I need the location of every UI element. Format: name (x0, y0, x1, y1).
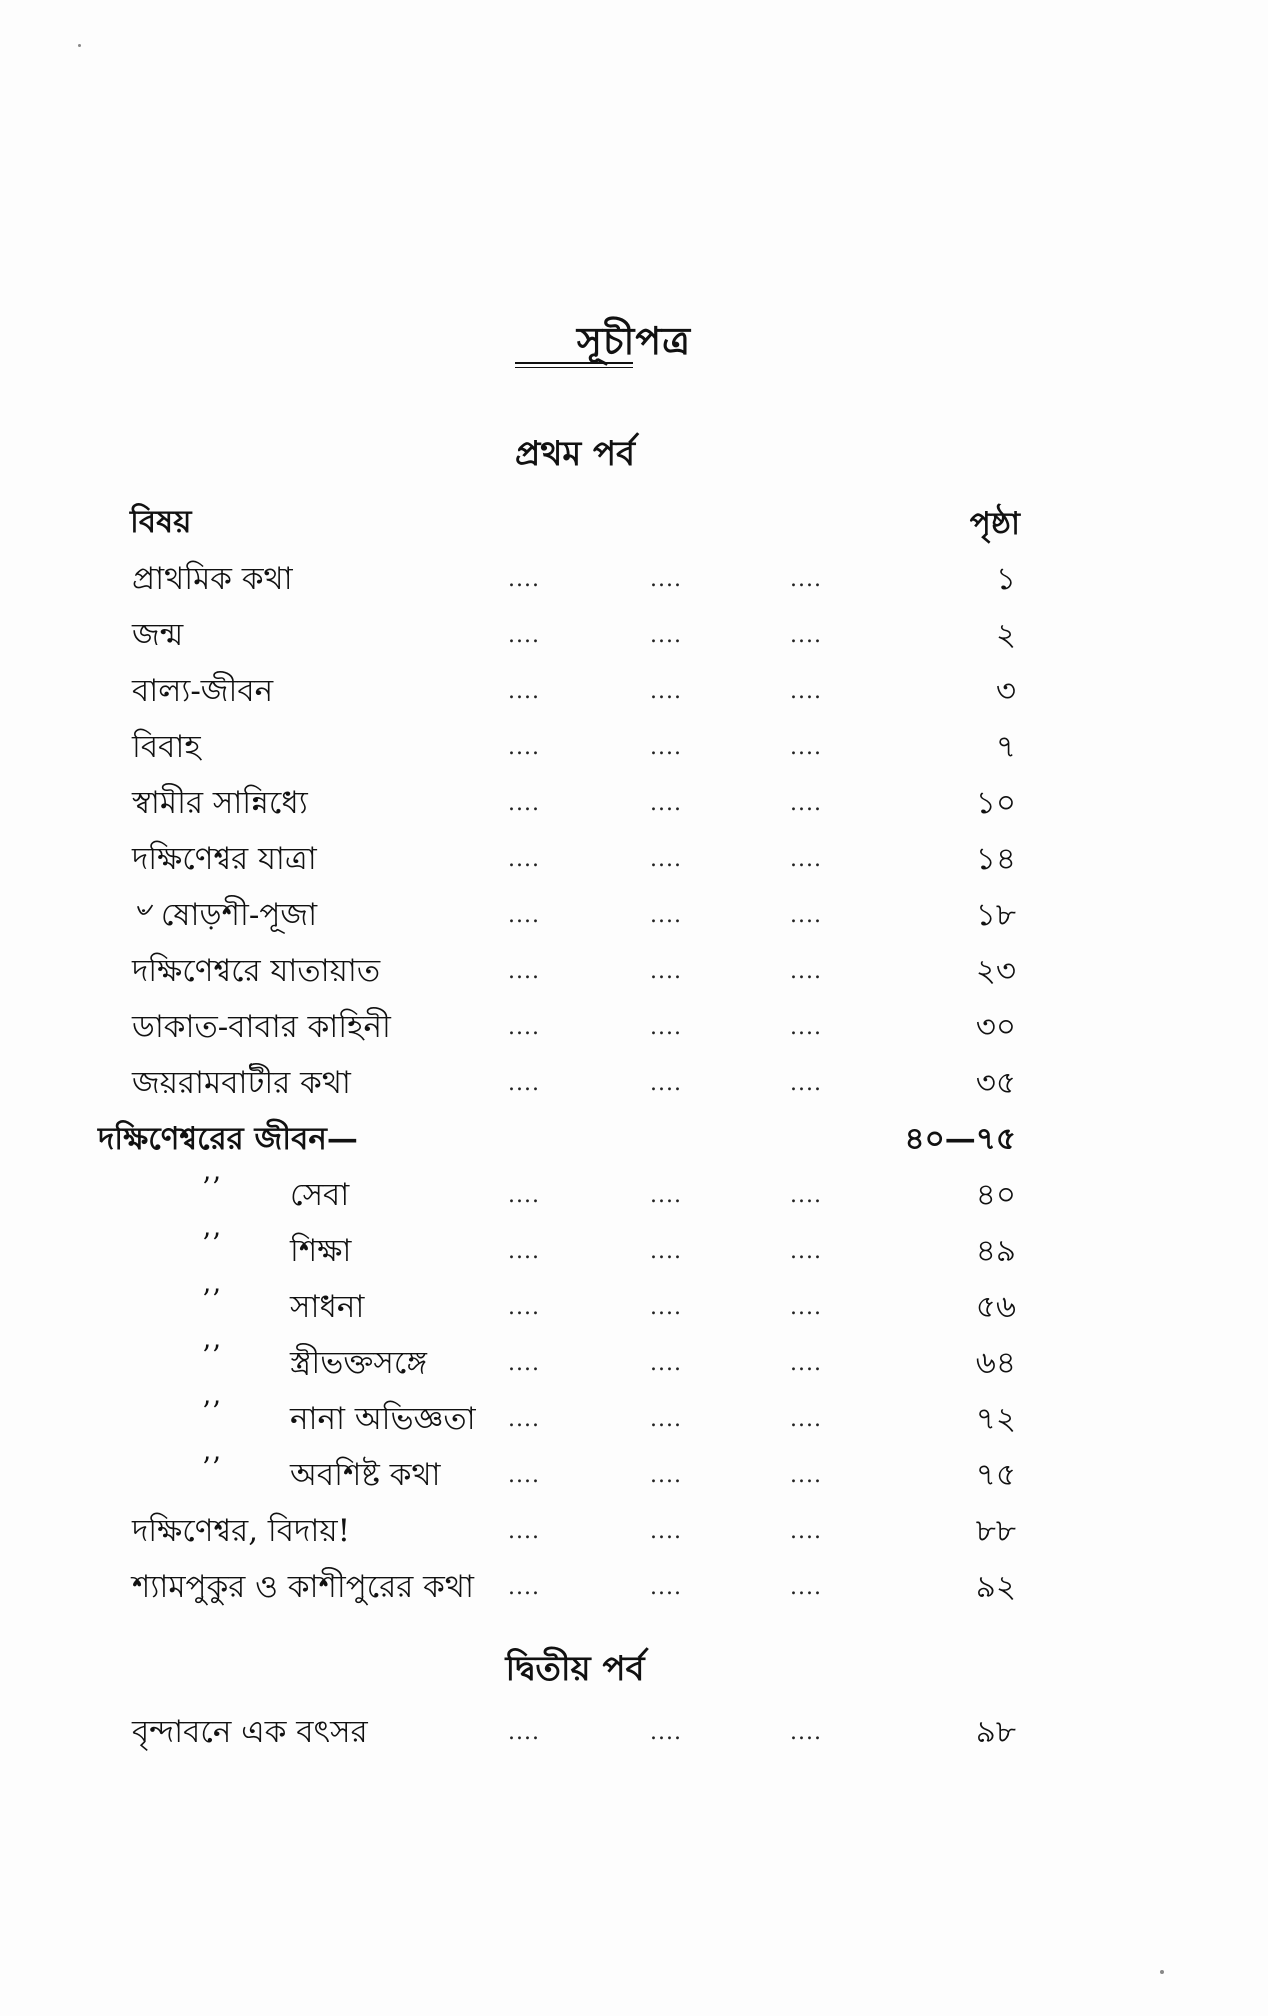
entry-title: দক্ষিণেশ্বর যাত্রা (132, 841, 317, 877)
toc-entry[interactable] (0, 1563, 1268, 1619)
dot-leader: .... (650, 1183, 682, 1208)
entry-title: স্বামীর সান্নিধ্যে (132, 785, 308, 821)
dot-leader: .... (650, 567, 682, 592)
entry-page-number: ১ (995, 561, 1016, 597)
entry-page-number: ৫৬ (975, 1289, 1016, 1325)
entry-page-number: ২ (995, 617, 1016, 653)
toc-entry[interactable] (0, 835, 1268, 891)
dot-leader: .... (790, 679, 822, 704)
dot-leader: .... (508, 1239, 540, 1264)
dot-leader: .... (508, 791, 540, 816)
toc-entry[interactable] (0, 555, 1268, 611)
dot-leader: .... (650, 1575, 682, 1600)
entry-page-number: ৩ (995, 673, 1016, 709)
dot-leader: .... (508, 567, 540, 592)
dot-leader: .... (650, 1519, 682, 1544)
entry-title: নানা অভিজ্ঞতা (290, 1401, 476, 1437)
dot-leader: .... (790, 567, 822, 592)
entry-title: শ্যামপুকুর ও কাশীপুরের কথা (132, 1569, 474, 1605)
dot-leader: .... (508, 959, 540, 984)
column-header-subject: বিষয় (130, 504, 192, 540)
dot-leader: .... (508, 903, 540, 928)
entry-page-number: ৬৪ (975, 1345, 1016, 1381)
dot-leader: .... (508, 679, 540, 704)
toc-entry[interactable] (0, 1059, 1268, 1115)
entry-title: ডাকাত-বাবার কাহিনী (132, 1009, 391, 1045)
dot-leader: .... (790, 903, 822, 928)
dot-leader: .... (508, 1463, 540, 1488)
title-underline (515, 362, 633, 368)
dot-leader: .... (508, 1295, 540, 1320)
toc-subentry[interactable] (0, 1283, 1268, 1339)
dot-leader: .... (508, 1575, 540, 1600)
entry-page-number: ৯২ (975, 1569, 1016, 1605)
dot-leader: .... (650, 1071, 682, 1096)
toc-entry[interactable] (0, 1003, 1268, 1059)
dot-leader: .... (650, 1351, 682, 1376)
entry-title: বাল্য-জীবন (132, 673, 274, 709)
dot-leader: .... (650, 1239, 682, 1264)
scan-speck (78, 44, 81, 47)
ditto-mark: ’’ (202, 1171, 222, 1204)
dot-leader: .... (790, 1351, 822, 1376)
toc-entry[interactable] (0, 1507, 1268, 1563)
dot-leader: .... (650, 1407, 682, 1432)
ditto-mark: ’’ (202, 1395, 222, 1428)
dot-leader: .... (508, 847, 540, 872)
page-title: সূচীপত্র (576, 318, 692, 363)
entry-page-number: ২৩ (975, 953, 1016, 989)
toc-subentry[interactable] (0, 1451, 1268, 1507)
dot-leader: .... (790, 1463, 822, 1488)
entry-title: দক্ষিণেশ্বর, বিদায়! (132, 1513, 351, 1549)
dot-leader: .... (790, 623, 822, 648)
entry-title: জন্ম (132, 617, 184, 653)
entry-title: দক্ষিণেশ্বরে যাতায়াত (132, 953, 381, 989)
entry-page-number: ৩০ (975, 1009, 1016, 1045)
toc-section-entry[interactable] (0, 1115, 1268, 1171)
ditto-mark: ’’ (202, 1227, 222, 1260)
toc-entry[interactable] (0, 611, 1268, 667)
dot-leader: .... (790, 1720, 822, 1745)
dot-leader: .... (650, 959, 682, 984)
toc-entry[interactable] (0, 891, 1268, 947)
dot-leader: .... (650, 791, 682, 816)
dot-leader: .... (790, 1071, 822, 1096)
entry-page-number: ১৪ (975, 841, 1016, 877)
dot-leader: .... (650, 903, 682, 928)
dot-leader: .... (790, 847, 822, 872)
entry-title: জয়রামবাটীর কথা (132, 1065, 351, 1101)
entry-page-number: ৭ (995, 729, 1016, 765)
toc-subentry[interactable] (0, 1171, 1268, 1227)
toc-entry[interactable] (0, 667, 1268, 723)
entry-title: অবশিষ্ট কথা (290, 1457, 441, 1493)
dot-leader: .... (650, 623, 682, 648)
scan-speck (1160, 1970, 1164, 1974)
dot-leader: .... (508, 1407, 540, 1432)
toc-entry[interactable] (0, 779, 1268, 835)
dot-leader: .... (650, 1463, 682, 1488)
ditto-mark: ’’ (202, 1283, 222, 1316)
ditto-mark: ’’ (202, 1339, 222, 1372)
dot-leader: .... (790, 959, 822, 984)
entry-title: বিবাহ (132, 729, 201, 765)
dot-leader: .... (508, 1351, 540, 1376)
section-title: দক্ষিণেশ্বরের জীবন— (98, 1121, 358, 1157)
dot-leader: .... (508, 1183, 540, 1208)
dot-leader: .... (508, 1015, 540, 1040)
dot-leader: .... (650, 735, 682, 760)
dot-leader: .... (650, 1720, 682, 1745)
dot-leader: .... (790, 1519, 822, 1544)
entry-title: শিক্ষা (290, 1233, 352, 1269)
entry-page-number: ৭৫ (975, 1457, 1016, 1493)
dot-leader: .... (508, 1519, 540, 1544)
ditto-mark: ’’ (202, 1451, 222, 1484)
dot-leader: .... (650, 1295, 682, 1320)
dot-leader: .... (508, 1720, 540, 1745)
toc-entry[interactable] (0, 1708, 1268, 1764)
toc-subentry[interactable] (0, 1395, 1268, 1451)
entry-page-number: ১৮ (975, 897, 1016, 933)
entry-page-number: ৪০ (975, 1177, 1016, 1213)
entry-title: প্রাথমিক কথা (132, 561, 293, 597)
dot-leader: .... (790, 1239, 822, 1264)
entry-page-number: ৮৮ (975, 1513, 1016, 1549)
dot-leader: .... (790, 1407, 822, 1432)
toc-subentry[interactable] (0, 1339, 1268, 1395)
dot-leader: .... (790, 1295, 822, 1320)
entry-title: সাধনা (290, 1289, 365, 1325)
dot-leader: .... (650, 1015, 682, 1040)
entry-title: স্ত্রীভক্তসঙ্গে (290, 1345, 427, 1381)
dot-leader: .... (508, 623, 540, 648)
entry-page-number: ১০ (975, 785, 1016, 821)
part-heading-first: প্রথম পর্ব (514, 434, 636, 474)
section-page-range: ৪০—৭৫ (904, 1121, 1016, 1157)
entry-title: ৺ ষোড়শী-পূজা (132, 897, 318, 933)
dot-leader: .... (508, 1071, 540, 1096)
entry-title: বৃন্দাবনে এক বৎসর (132, 1714, 368, 1750)
entry-page-number: ৯৮ (975, 1714, 1016, 1750)
dot-leader: .... (790, 1575, 822, 1600)
dot-leader: .... (790, 791, 822, 816)
toc-subentry[interactable] (0, 1227, 1268, 1283)
dot-leader: .... (790, 1183, 822, 1208)
dot-leader: .... (650, 847, 682, 872)
dot-leader: .... (508, 735, 540, 760)
entry-page-number: ৪৯ (975, 1233, 1016, 1269)
entry-page-number: ৭২ (975, 1401, 1016, 1437)
dot-leader: .... (650, 679, 682, 704)
part-heading-second: দ্বিতীয় পর্ব (505, 1649, 645, 1689)
entry-title: সেবা (290, 1177, 350, 1213)
toc-entry[interactable] (0, 723, 1268, 779)
toc-entry[interactable] (0, 947, 1268, 1003)
dot-leader: .... (790, 735, 822, 760)
column-header-page: পৃষ্ঠা (969, 506, 1020, 542)
entry-page-number: ৩৫ (975, 1065, 1016, 1101)
dot-leader: .... (790, 1015, 822, 1040)
